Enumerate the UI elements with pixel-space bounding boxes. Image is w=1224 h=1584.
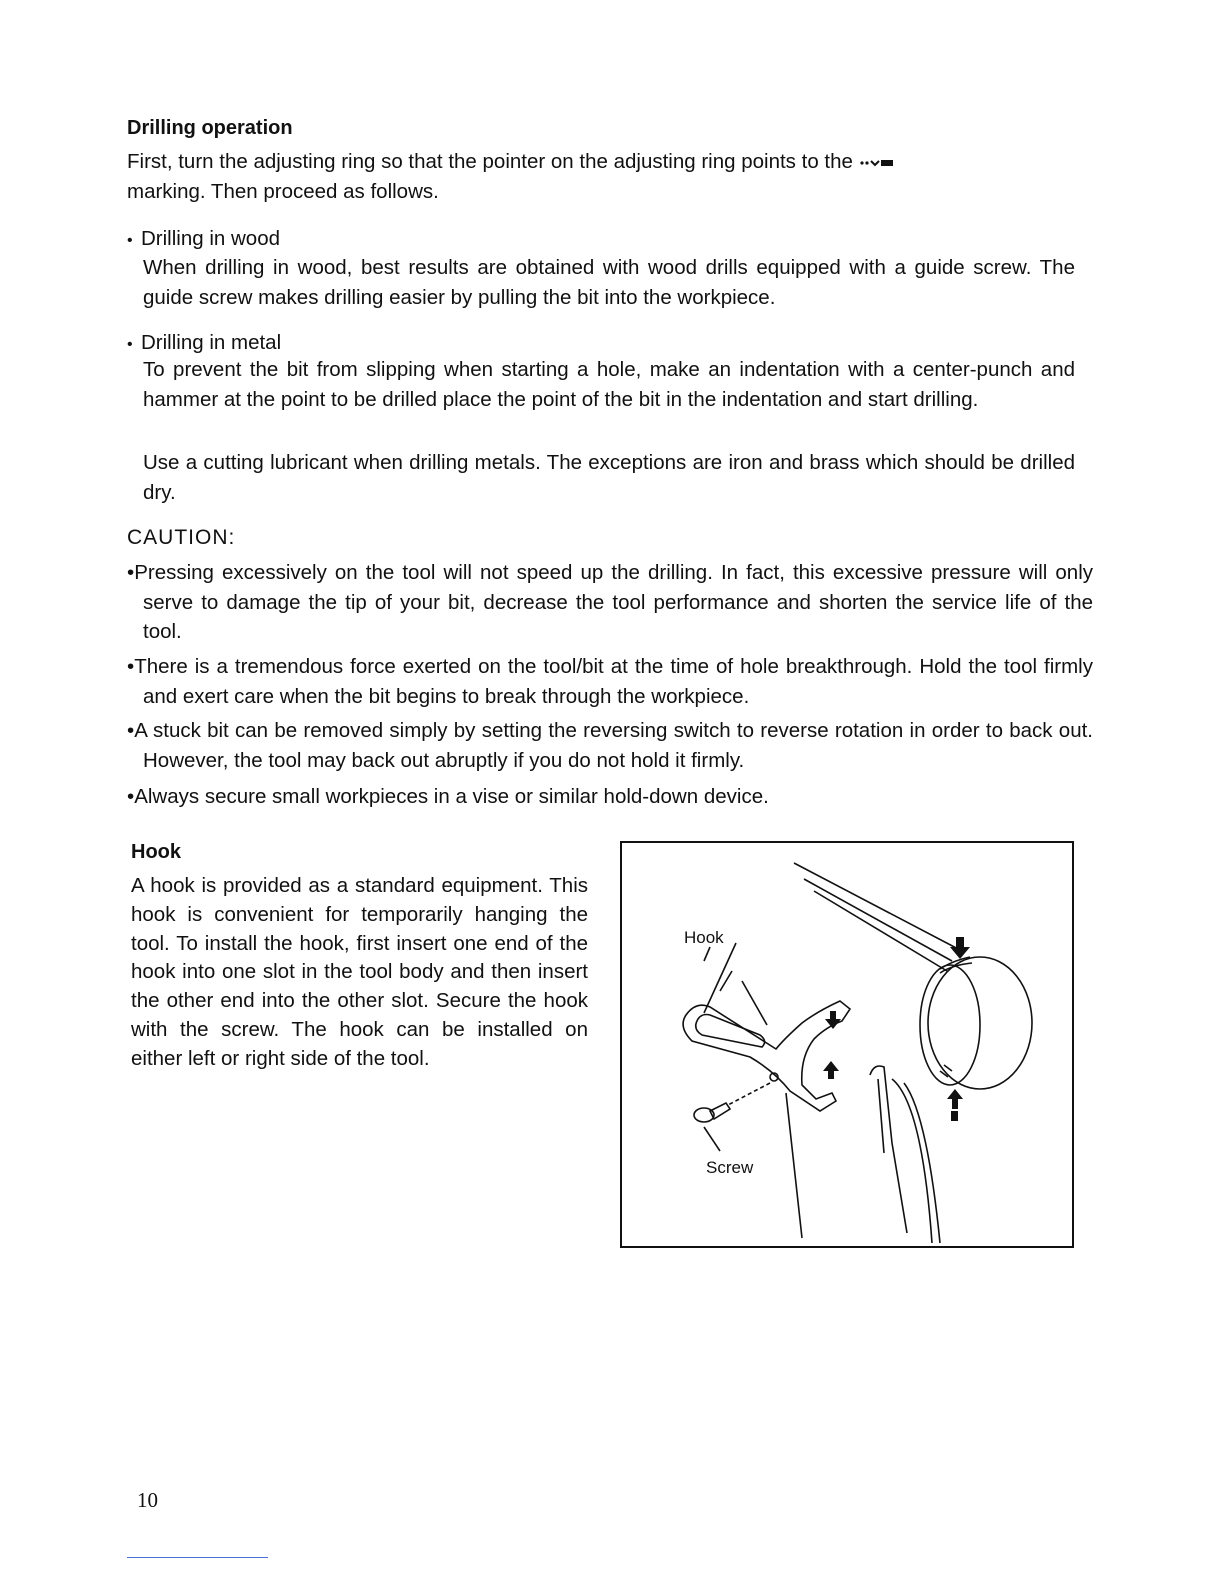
hook-text: A hook is provided as a standard equipment. This hook is convenient for temporarily hanging the tool. To install the hook, first insert one end of the hook into one slot in the tool body and then insert the other end into the other slot. Secure the hook with the screw. The hook can be installed on either left or right side of the tool. <box>131 874 588 1070</box>
caution-item-1 <box>127 558 1093 647</box>
caution-item-3 <box>127 716 1093 775</box>
drilling-heading: Drilling operation <box>127 117 293 139</box>
figure-screw-label: Screw <box>706 1158 754 1177</box>
footer-divider <box>127 1557 268 1558</box>
drilling-intro <box>127 147 1077 206</box>
metal-label: Drilling in metal <box>141 331 282 354</box>
caution-label: CAUTION: <box>127 526 236 549</box>
caution-item-2 <box>127 652 1093 711</box>
bullet-icon: • <box>127 561 135 584</box>
wood-label-row <box>127 224 280 255</box>
hook-heading: Hook <box>131 841 181 863</box>
bullet-icon: • <box>127 785 135 808</box>
drill-mode-symbol-icon <box>859 156 895 170</box>
bullet-icon: • <box>127 655 135 678</box>
caution-item-3-text: A stuck bit can be removed simply by setting the reversing switch to reverse rotation in order to back out. However, the tool may back out abruptly if you do not hold it firmly. <box>134 719 1093 772</box>
hook-installation-illustration <box>622 843 1072 1246</box>
page-number: 10 <box>137 1488 158 1512</box>
figure-hook-label: Hook <box>684 928 724 947</box>
wood-label: Drilling in wood <box>141 227 281 250</box>
drilling-intro-part1: First, turn the adjusting ring so that the pointer on the adjusting ring points to the <box>127 150 853 173</box>
caution-item-4-text: Always secure small workpieces in a vise or similar hold-down device. <box>134 785 769 808</box>
caution-item-4 <box>127 782 1093 812</box>
bullet-icon: • <box>127 232 133 249</box>
metal-text-1: To prevent the bit from slipping when starting a hole, make an indentation with a center-punch and hammer at the point to be drilled place the point of the bit in the indentation and start drilling. <box>143 358 1075 411</box>
caution-item-1-text: Pressing excessively on the tool will not speed up the drilling. In fact, this excessive pressure will only serve to damage the tip of your bit, decrease the tool performance and shorten the service life of the tool. <box>134 561 1093 643</box>
caution-item-2-text: There is a tremendous force exerted on the tool/bit at the time of hole breakthrough. Hold the tool firmly and exert care when the bit begins to break through the workpiece. <box>134 655 1093 708</box>
hook-installation-figure <box>620 841 1074 1248</box>
wood-text: When drilling in wood, best results are obtained with wood drills equipped with a guide screw. The guide screw makes drilling easier by pulling the bit into the workpiece. <box>143 256 1075 309</box>
drilling-intro-part2: marking. Then proceed as follows. <box>127 179 439 203</box>
metal-text-2: Use a cutting lubricant when drilling metals. The exceptions are iron and brass which should be drilled dry. <box>143 451 1075 504</box>
bullet-icon: • <box>127 719 135 742</box>
bullet-icon: • <box>127 336 133 353</box>
